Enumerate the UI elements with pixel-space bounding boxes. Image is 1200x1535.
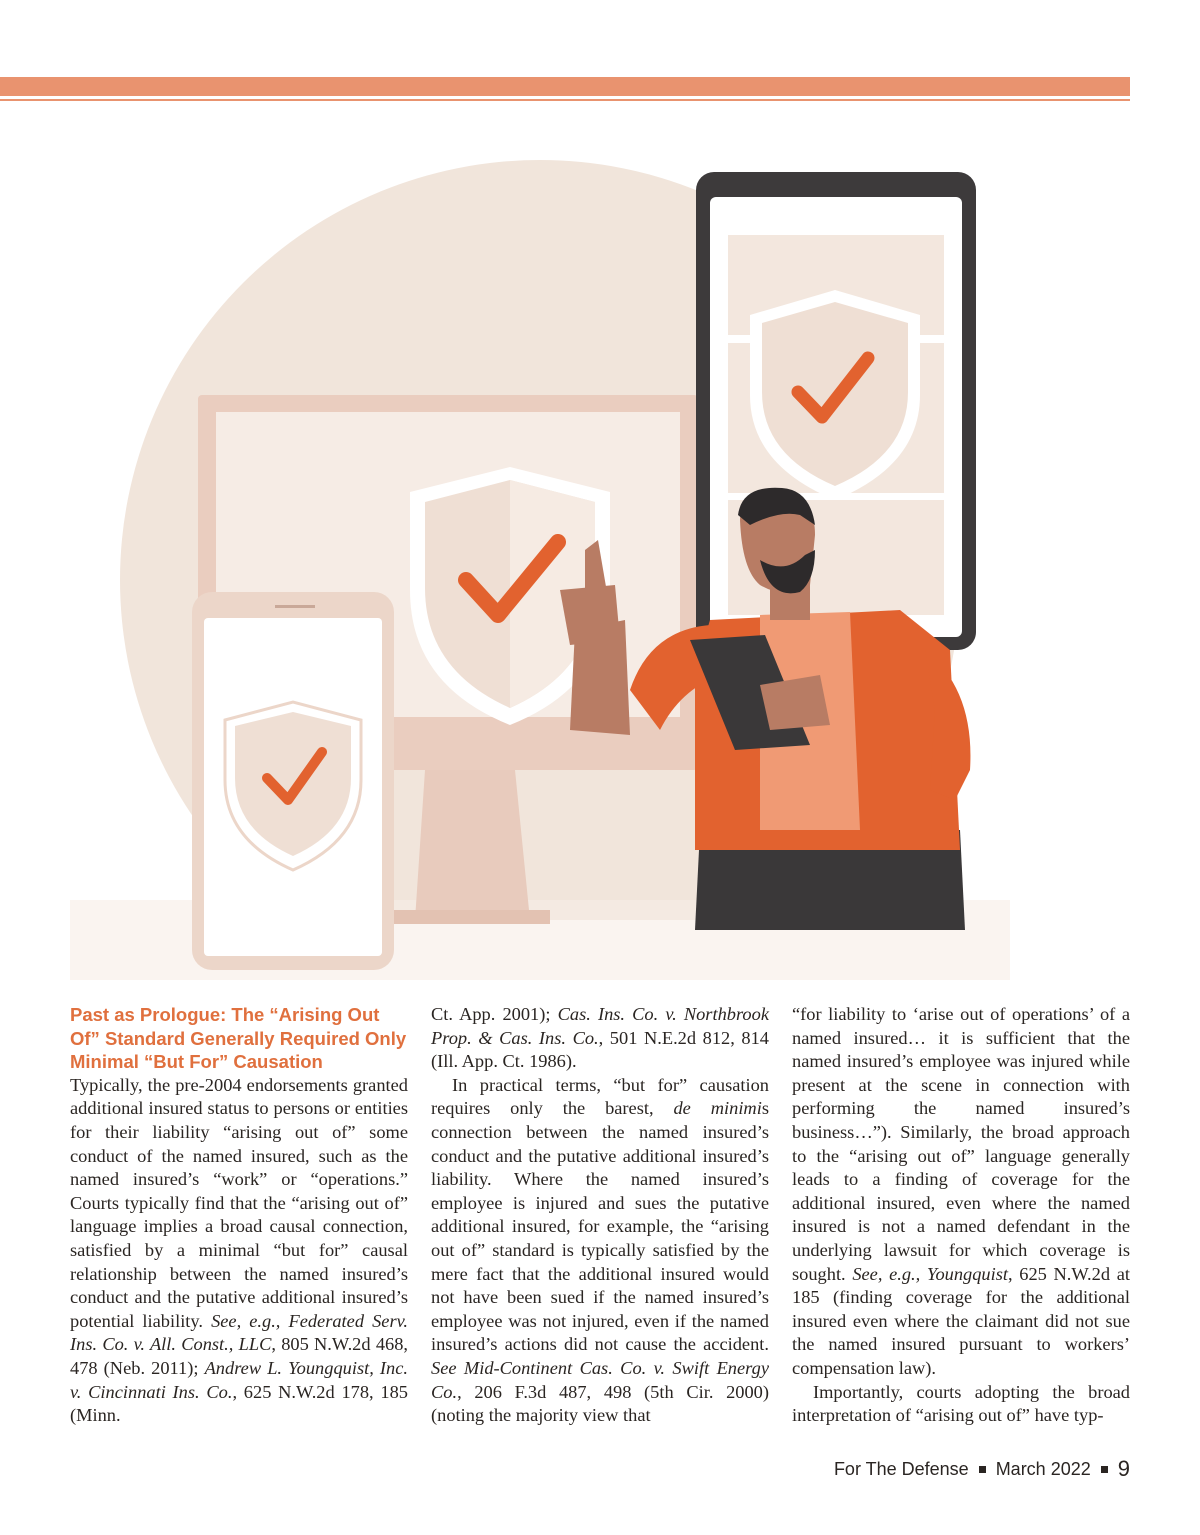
latin-term: de minimi [673,1098,762,1119]
article-column-1 [70,1003,408,1428]
section-heading: Past as Prologue: The “Arising Out Of” Standard Generally Required Only Minimal “But For” Causation [70,1004,407,1073]
body-text: Typically, the pre-2004 endorsements granted additional insured status to persons or entities for their liability “arising out of” some conduct of the named insured, such as the named insured’s “work” or “operations.” Courts typically find that the “arising out of” language implies a broad causal connection, satisfied by a minimal “but for” causal relationship between the named insured’s conduct and the putative additional insured’s potential liability. [70,1074,408,1331]
body-text: In practical terms, “but for” causation requires only the barest, [431,1074,769,1119]
paragraph [792,1003,1130,1381]
body-text: , 501 N.E.2d 812, 814 (Ill. App. Ct. 1986). [431,1027,769,1072]
body-text: , 805 N.W.2d 468, 478 (Neb. 2011); [70,1334,408,1378]
body-text: Ct. App. 2001); [431,1004,558,1024]
case-citation: See Mid-Continent Cas. Co. v. Swift Energy Co. [431,1357,769,1402]
publication-name: For The Defense [833,1458,969,1479]
body-text: , 206 F.3d 487, 498 (5th Cir. 2000) (noting the majority view that [431,1381,769,1426]
article-column-2 [431,1003,769,1428]
case-citation: See, e.g., Federated Serv. Ins. Co. v. All. Const., LLC [70,1310,408,1355]
page-footer [834,1457,1130,1481]
case-citation: Cas. Ins. Co. v. Northbrook Prop. & Cas. Ins. Co. [431,1004,769,1048]
header-rule-thick [0,77,1130,96]
header-rule-thin [0,99,1130,101]
paragraph [70,1074,408,1428]
phone-icon [192,592,394,970]
case-citation: See, e.g., Youngquist [852,1263,1008,1284]
body-text: , 625 N.W.2d 178, 185 (Minn. [70,1381,408,1426]
body-text: “for liability to ‘arise out of operations’ of a named insured… it is sufficient that the named insured’s employee was injured while present at the scene in connection with performing the named insured’s business…”). Similarly, the broad approach to the “arising out of” language generally leads to a finding of coverage for the additional insured, even where the named insured is not a named defendant in the underlying lawsuit for which coverage is sought. [792,1004,1130,1284]
separator-square-icon [1101,1466,1108,1473]
case-citation: Andrew L. Youngquist, Inc. v. Cincinnati Ins. Co. [70,1357,408,1402]
paragraph: Importantly, courts adopting the broad interpretation of “arising out of” have typ- [792,1381,1130,1426]
paragraph [431,1003,769,1074]
tablet-icon [696,172,976,650]
paragraph [431,1074,769,1428]
issue-date: March 2022 [995,1458,1091,1479]
body-text: , 625 N.W.2d at 185 (finding coverage for the additional insured even where the claimant did not sue the named insured pursuant to workers’ compensation law). [792,1263,1130,1378]
article-column-3 [792,1003,1130,1428]
body-text: s connection between the named insured’s conduct and the putative additional insured’s liability. Where the named insured’s employee is injured and sues the putative additional insured, for example, the “arising out of” standard is typically satisfied by the mere fact that the additional insured would not have been sued if the named insured’s employee was not injured, even if the named insured’s actions did not cause the accident. [431,1098,769,1355]
page-number: 9 [1117,1456,1130,1481]
security-illustration [70,130,1010,980]
separator-square-icon [979,1466,986,1473]
